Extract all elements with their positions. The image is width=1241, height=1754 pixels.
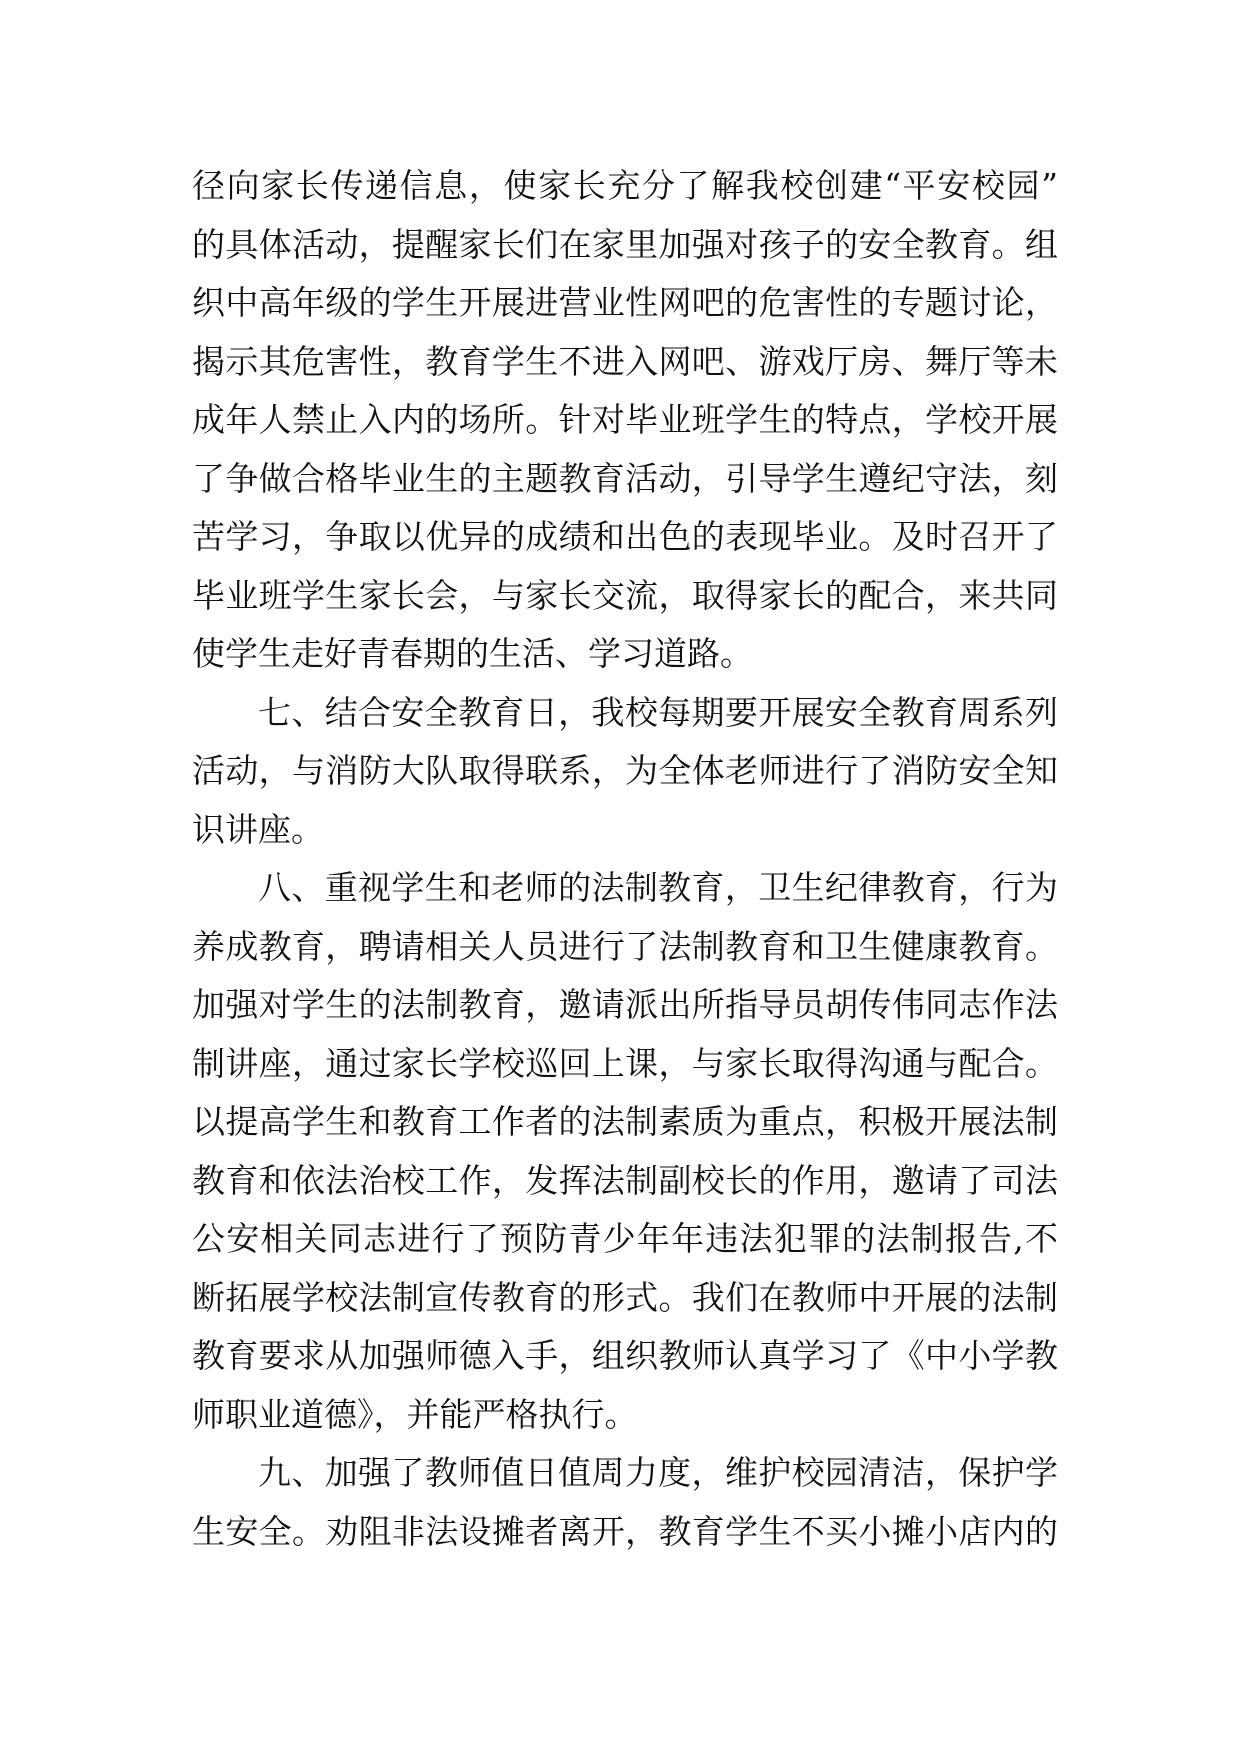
text-line: 师职业道德》，并能严格执行。 — [192, 1394, 638, 1434]
document-body — [192, 157, 1058, 1561]
text-line: 公安相关同志进行了预防青少年年违法犯罪的法制报告,不 — [192, 1219, 1058, 1258]
text-line: 毕业班学生家长会，与家长交流，取得家长的配合，来共同 — [192, 575, 1058, 615]
paragraph-seven — [192, 684, 1058, 860]
paragraph-continued — [192, 157, 1058, 684]
text-line: 使学生走好青春期的生活、学习道路。 — [192, 634, 753, 673]
text-line: 以提高学生和教育工作者的法制素质为重点，积极开展法制 — [192, 1102, 1058, 1141]
paragraph-nine — [192, 1444, 1058, 1561]
text-line: 识讲座。 — [192, 809, 324, 849]
text-line: 活动，与消防大队取得联系，为全体老师进行了消防安全知 — [192, 751, 1058, 790]
text-line: 织中高年级的学生开展进营业性网吧的危害性的专题讨论， — [192, 283, 1058, 322]
text-line: 的具体活动，提醒家长们在家里加强对孩子的安全教育。组 — [192, 224, 1058, 264]
text-line: 制讲座，通过家长学校巡回上课，与家长取得沟通与配合。 — [192, 1043, 1058, 1083]
text-line: 断拓展学校法制宣传教育的形式。我们在教师中开展的法制 — [192, 1277, 1058, 1317]
text-line: 加强对学生的法制教育，邀请派出所指导员胡传伟同志作法 — [192, 985, 1058, 1024]
text-line: 八、重视学生和老师的法制教育，卫生纪律教育，行为 — [258, 868, 1058, 907]
paragraph-eight — [192, 859, 1058, 1444]
text-line: 成年人禁止入内的场所。针对毕业班学生的特点，学校开展 — [192, 400, 1058, 439]
text-line: 教育和依法治校工作，发挥法制副校长的作用，邀请了司法 — [192, 1160, 1058, 1200]
text-line: 养成教育，聘请相关人员进行了法制教育和卫生健康教育。 — [192, 926, 1058, 966]
text-line: 揭示其危害性，教育学生不进入网吧、游戏厅房、舞厅等未 — [192, 341, 1058, 381]
text-line: 教育要求从加强师德入手，组织教师认真学习了《中小学教 — [192, 1336, 1058, 1375]
text-line: 九、加强了教师值日值周力度，维护校园清洁，保护学 — [258, 1453, 1058, 1492]
text-line: 径向家长传递信息，使家长充分了解我校创建“平安校园” — [192, 166, 1058, 205]
text-line: 生安全。劝阻非法设摊者离开，教育学生不买小摊小店内的 — [192, 1511, 1058, 1551]
text-line: 七、结合安全教育日，我校每期要开展安全教育周系列 — [258, 692, 1058, 732]
text-line: 苦学习，争取以优异的成绩和出色的表现毕业。及时召开了 — [192, 517, 1058, 556]
text-line: 了争做合格毕业生的主题教育活动，引导学生遵纪守法，刻 — [192, 458, 1058, 498]
